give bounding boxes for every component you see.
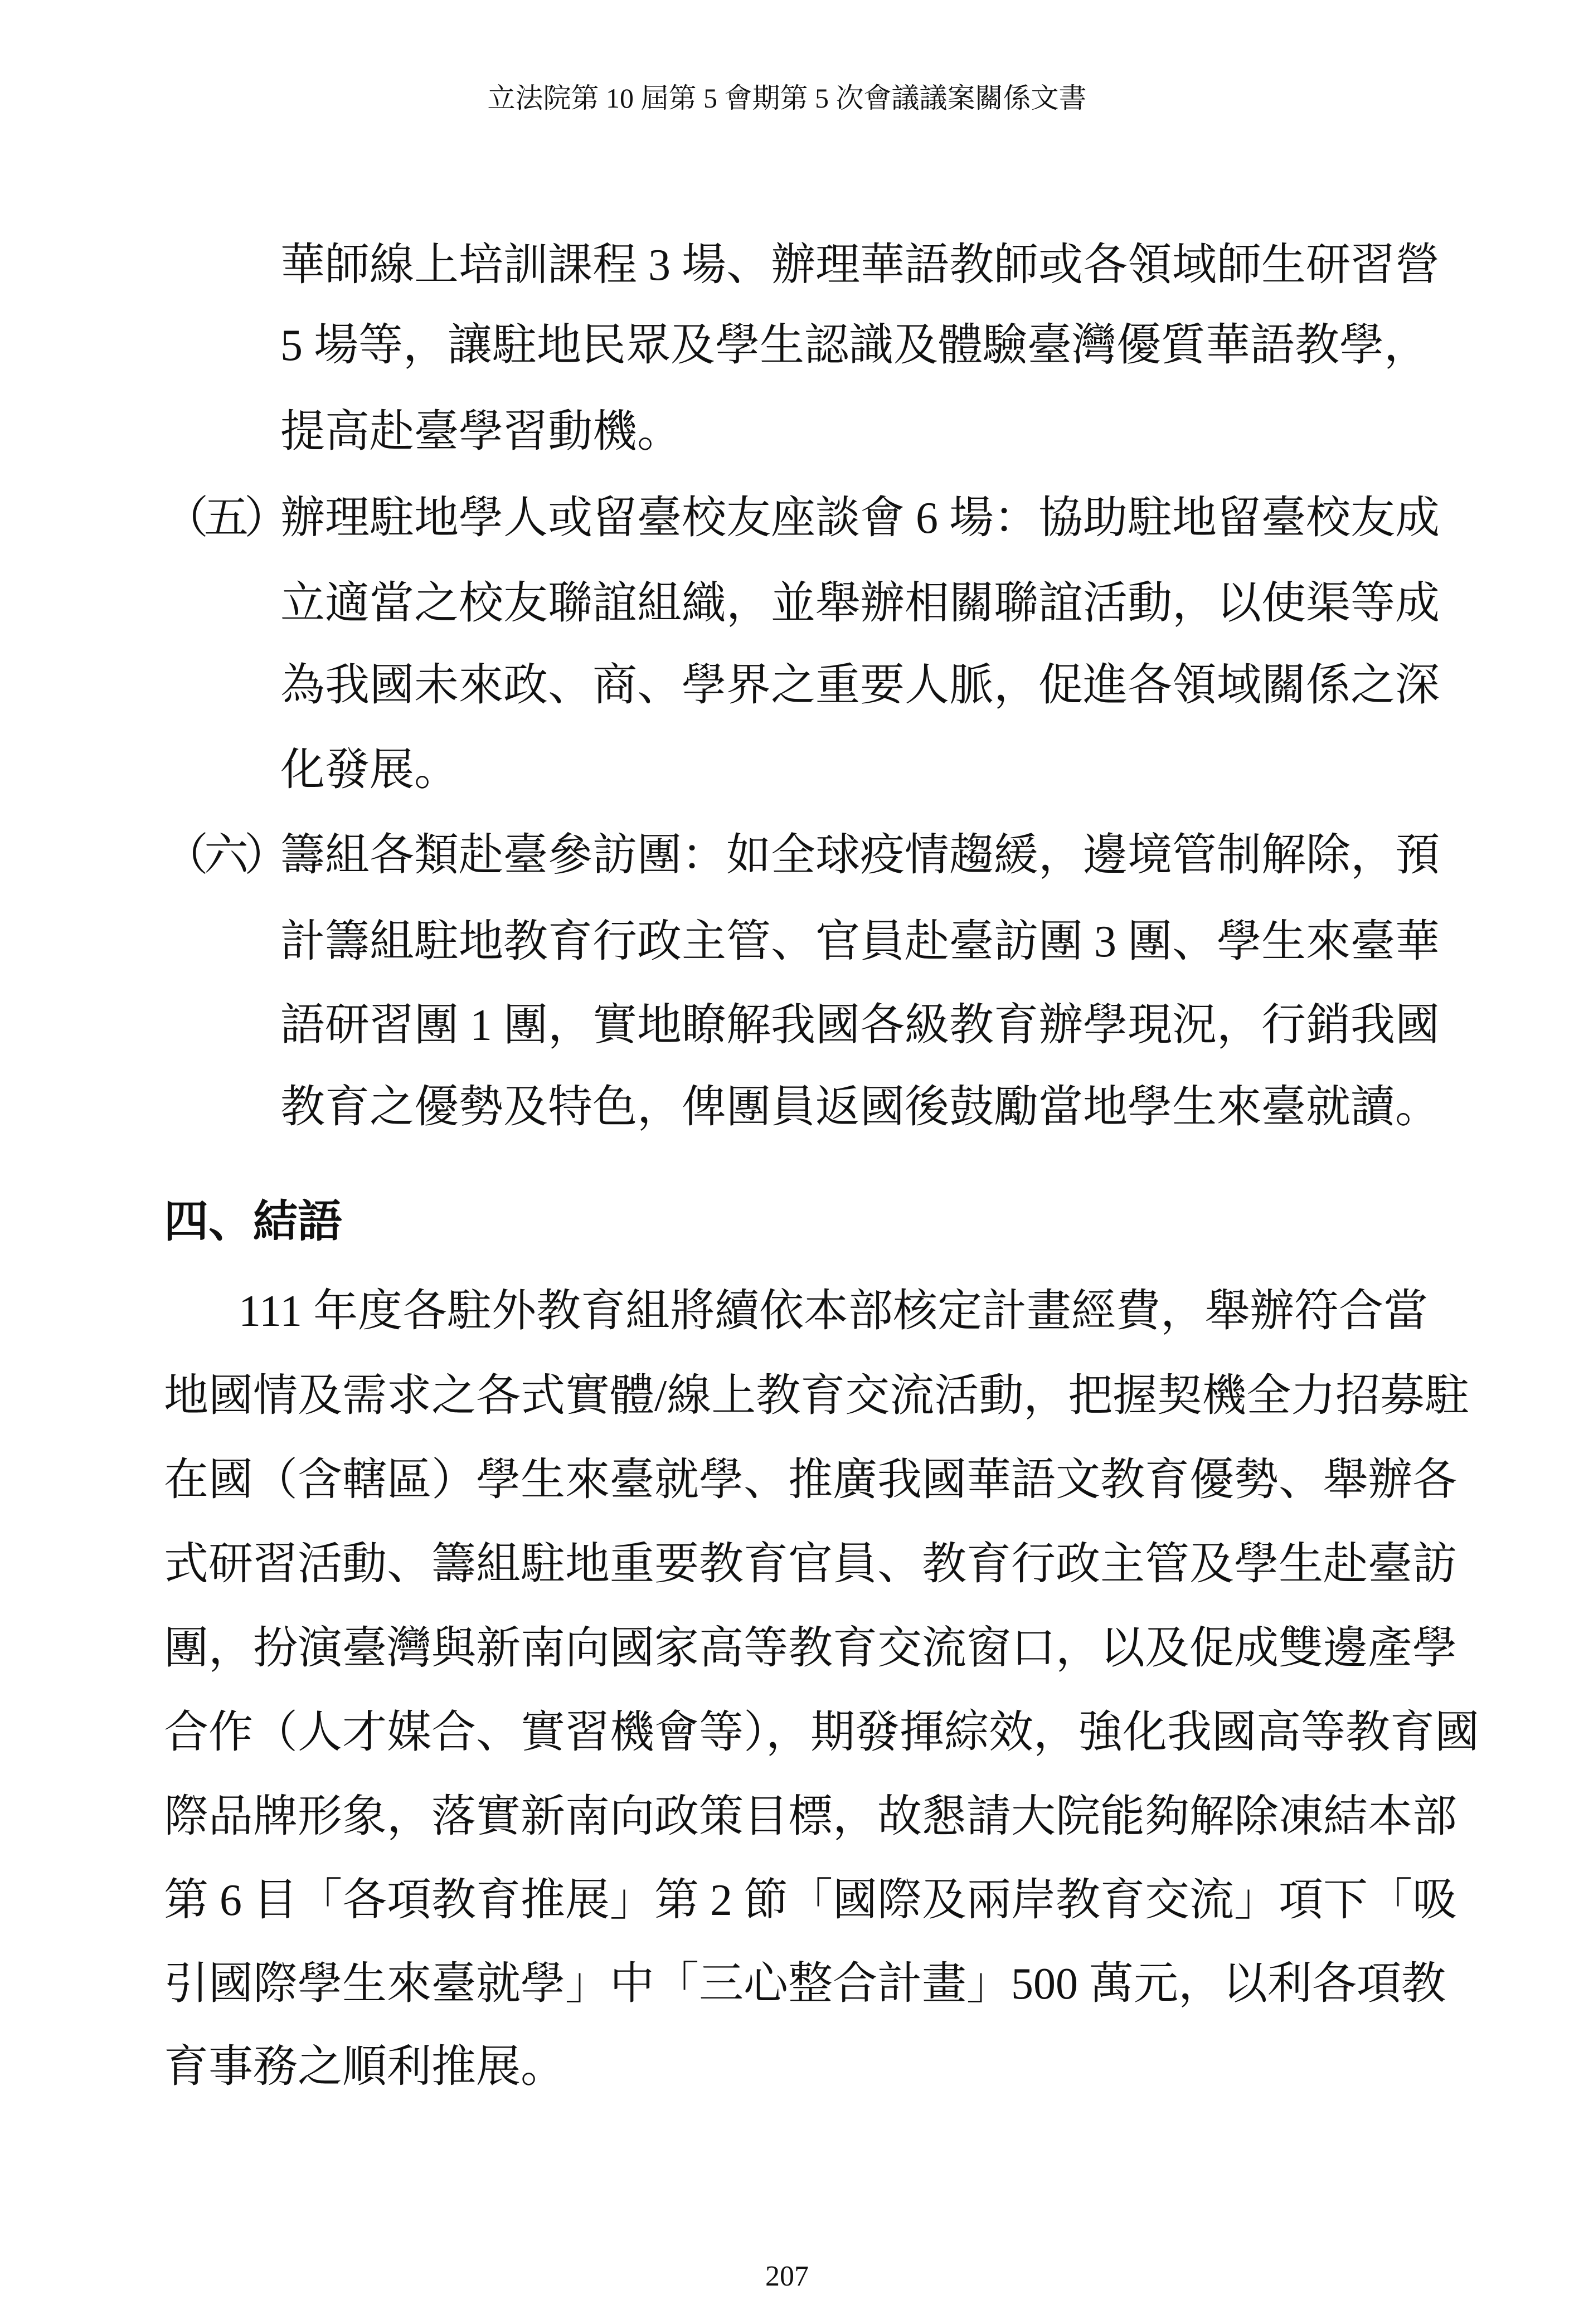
paragraph-line: 籌組各類赴臺參訪團：如全球疫情趨緩，邊境管制解除，預	[280, 831, 1440, 880]
paragraph-line: 立適當之校友聯誼組織，並舉辦相關聯誼活動，以使渠等成	[280, 579, 1440, 628]
paragraph-line: 第 6 目「各項教育推展」第 2 節「國際及兩岸教育交流」項下「吸	[164, 1876, 1457, 1925]
paragraph-line: 5 場等，讓駐地民眾及學生認識及體驗臺灣優質華語教學，	[280, 321, 1429, 370]
paragraph-line: 為我國未來政、商、學界之重要人脈，促進各領域關係之深	[280, 661, 1440, 710]
paragraph-line: 式研習活動、籌組駐地重要教育官員、教育行政主管及學生赴臺訪	[164, 1540, 1457, 1589]
document-header: 立法院第 10 屆第 5 會期第 5 次會議議案關係文書	[487, 82, 1087, 114]
section-heading: 四、結語	[164, 1198, 342, 1247]
paragraph-line: 團，扮演臺灣與新南向國家高等教育交流窗口，以及促成雙邊產學	[164, 1624, 1457, 1673]
paragraph-line: 教育之優勢及特色，俾團員返國後鼓勵當地學生來臺就讀。	[280, 1083, 1440, 1132]
list-marker: （六）	[164, 831, 284, 880]
paragraph-line: 語研習團 1 團，實地瞭解我國各級教育辦學現況，行銷我國	[280, 1001, 1440, 1050]
page-number: 207	[765, 2260, 809, 2292]
paragraph-line: 育事務之順利推展。	[164, 2043, 565, 2092]
paragraph-line: 引國際學生來臺就學」中「三心整合計畫」500 萬元，以利各項教	[164, 1960, 1446, 2009]
paragraph-line: 提高赴臺學習動機。	[280, 407, 682, 456]
paragraph-line: 化發展。	[280, 746, 459, 795]
paragraph-line: 辦理駐地學人或留臺校友座談會 6 場：協助駐地留臺校友成	[280, 494, 1440, 543]
paragraph-line: 華師線上培訓課程 3 場、辦理華語教師或各領域師生研習營	[280, 241, 1440, 290]
paragraph-line: 合作（人才媒合、實習機會等），期發揮綜效，強化我國高等教育國	[164, 1708, 1479, 1757]
paragraph-line: 計籌組駐地教育行政主管、官員赴臺訪團 3 團、學生來臺華	[280, 917, 1440, 966]
paragraph-line: 地國情及需求之各式實體/線上教育交流活動，把握契機全力招募駐	[164, 1372, 1470, 1421]
paragraph-line: 111 年度各駐外教育組將續依本部核定計畫經費，舉辦符合當	[239, 1287, 1429, 1336]
list-marker: （五）	[164, 494, 284, 543]
paragraph-line: 際品牌形象，落實新南向政策目標，故懇請大院能夠解除凍結本部	[164, 1792, 1457, 1841]
paragraph-line: 在國（含轄區）學生來臺就學、推廣我國華語文教育優勢、舉辦各	[164, 1456, 1457, 1505]
